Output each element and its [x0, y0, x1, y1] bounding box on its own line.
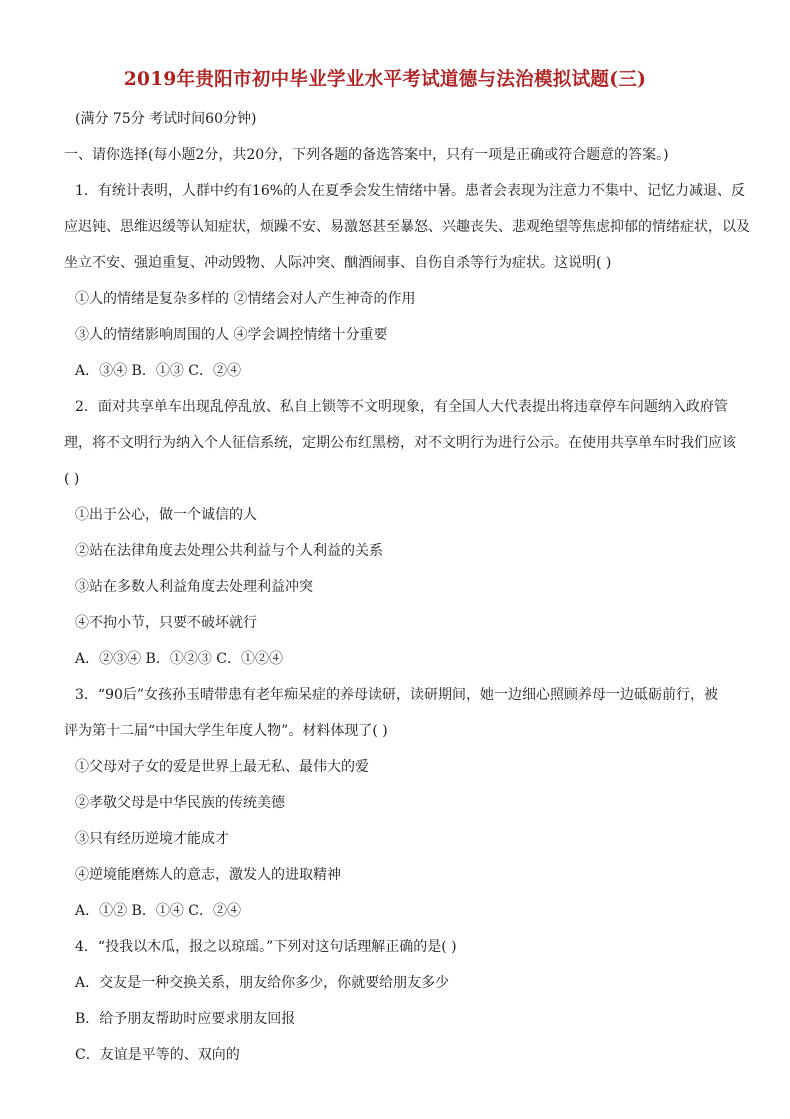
page-title: 2019年贵阳市初中毕业学业水平考试道德与法治模拟试题(三) [123, 68, 647, 90]
q3-statement-3: ③只有经历逆境才能成才 [75, 831, 229, 847]
q4-choice-c: C．友谊是平等的、双向的 [75, 1047, 240, 1063]
q3-statement-4: ④逆境能磨炼人的意志，激发人的进取精神 [75, 867, 341, 883]
q2-stem-line-3: ( ) [64, 471, 80, 487]
q1-stem-line-2: 应迟钝、思维迟缓等认知症状，烦躁不安、易激怒甚至暴怒、兴趣丧失、悲观绝望等焦虑抑郁的情绪症状，以及 [64, 219, 750, 235]
q1-stem-line-3: 坐立不安、强迫重复、冲动毁物、人际冲突、酗酒闹事、自伤自杀等行为症状。这说明( ) [64, 255, 612, 271]
section-heading: 一、请你选择(每小题2分，共20分，下列各题的备选答案中，只有一项是正确或符合题意的答案。) [64, 147, 669, 163]
q3-statement-1: ①父母对子女的爱是世界上最无私、最伟大的爱 [75, 759, 369, 775]
q3-stem-line-1: 3．“90后”女孩孙玉晴带患有老年痴呆症的养母读研，读研期间，她一边细心照顾养母一边砥砺前行，被 [75, 687, 719, 703]
q2-statement-1: ①出于公心，做一个诚信的人 [75, 507, 257, 523]
q2-stem-line-2: 理，将不文明行为纳入个人征信系统，定期公布红黑榜，对不文明行为进行公示。在使用共享单车时我们应该 [64, 435, 736, 451]
q3-statement-2: ②孝敬父母是中华民族的传统美德 [75, 795, 285, 811]
q2-statement-3: ③站在多数人利益角度去处理利益冲突 [75, 579, 313, 595]
q1-options: A．③④ B．①③ C．②④ [75, 363, 242, 379]
q3-options: A．①② B．①④ C．②④ [75, 903, 242, 919]
q4-stem-line-1: 4．“投我以木瓜，报之以琼瑶。”下列对这句话理解正确的是( ) [75, 939, 457, 955]
q4-choice-b: B．给予朋友帮助时应要求朋友回报 [75, 1011, 296, 1027]
q1-statement-1: ①人的情绪是复杂多样的 ②情绪会对人产生神奇的作用 [75, 291, 416, 307]
q2-options: A．②③④ B．①②③ C．①②④ [75, 651, 284, 667]
q4-choice-a: A．交友是一种交换关系，朋友给你多少，你就要给朋友多少 [75, 975, 450, 991]
q3-stem-line-2: 评为第十二届“中国大学生年度人物”。材料体现了( ) [64, 723, 388, 739]
exam-meta: (满分 75分 考试时间60分钟) [75, 111, 257, 127]
q2-stem-line-1: 2．面对共享单车出现乱停乱放、私自上锁等不文明现象，有全国人大代表提出将违章停车问题纳入政府管 [75, 399, 728, 415]
q1-stem-line-1: 1．有统计表明，人群中约有16%的人在夏季会发生情绪中暑。患者会表现为注意力不集中、记忆力减退、反 [75, 183, 746, 199]
q1-statement-2: ③人的情绪影响周围的人 ④学会调控情绪十分重要 [75, 327, 388, 343]
q2-statement-2: ②站在法律角度去处理公共利益与个人利益的关系 [75, 543, 383, 559]
q2-statement-4: ④不拘小节，只要不破坏就行 [75, 615, 257, 631]
